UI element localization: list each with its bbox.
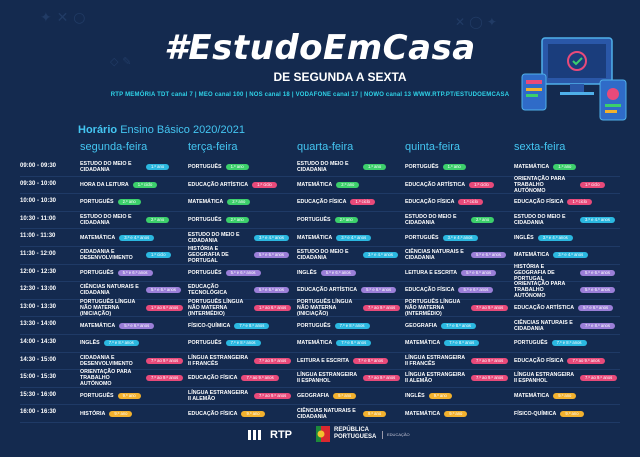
grade-badge: 9.º ano <box>363 411 386 417</box>
subject-label: INGLÊS <box>297 269 317 276</box>
schedule-cell <box>80 160 169 175</box>
subject-label: CIÊNCIAS NATURAIS E CIDADANIA <box>80 284 139 297</box>
grade-badge: 7.º e 8.º anos <box>336 340 371 346</box>
grade-badge: 7.º e 8.º anos <box>580 323 615 329</box>
day-header: quarta-feira <box>297 141 354 153</box>
schedule-cell <box>514 336 587 351</box>
subject-label: EDUCAÇÃO ARTÍSTICA <box>188 181 249 188</box>
schedule-cell <box>514 195 592 210</box>
schedule-cell <box>297 195 375 210</box>
schedule-cell <box>80 178 157 193</box>
schedule-cell <box>297 354 388 369</box>
time-slot: 15:00 - 15:30 <box>20 374 57 381</box>
grade-badge: 7.º ao 9.º anos <box>567 358 604 364</box>
time-slot: 12:30 - 13:00 <box>20 286 57 293</box>
schedule-cell <box>297 318 370 333</box>
schedule-cell <box>405 230 478 245</box>
subtitle: DE SEGUNDA A SEXTA <box>273 70 407 84</box>
subject-label: ESTUDO DO MEIO E CIDADANIA <box>297 161 349 174</box>
schedule-cell <box>405 178 494 193</box>
schedule-cell <box>188 160 249 175</box>
schedule-cell <box>80 195 141 210</box>
schedule-cell <box>405 371 508 386</box>
schedule-cell <box>188 213 249 228</box>
grade-badge: 1.º ciclo <box>458 199 483 205</box>
schedule-cell <box>297 213 358 228</box>
grade-badge: 7.º ao 9.º anos <box>580 375 617 381</box>
schedule-cell <box>80 371 183 386</box>
time-slot: 16:00 - 16:30 <box>20 409 57 416</box>
grade-badge: 5.º e 6.º anos <box>458 287 493 293</box>
grade-badge: 2.º ano <box>226 217 249 223</box>
republica-logo <box>316 426 376 442</box>
schedule-cell <box>80 266 153 281</box>
subject-label: PORTUGUÊS <box>297 322 331 329</box>
grade-badge: 5.º e 6.º anos <box>321 270 356 276</box>
schedule-cell <box>514 160 576 175</box>
subject-label: CIÊNCIAS NATURAIS E CIDADANIA <box>297 407 356 420</box>
subject-label: GEOGRAFIA <box>297 393 330 400</box>
subject-label: CIDADANIA E DESENVOLVIMENTO <box>80 249 133 262</box>
subject-label: MATEMÁTICA <box>514 164 550 171</box>
schedule-cell <box>297 283 396 298</box>
schedule-cell <box>405 195 483 210</box>
grade-badge: 1.º ano <box>146 164 169 170</box>
grade-badge: 7.º e 8.º anos <box>353 358 388 364</box>
schedule-heading <box>78 124 245 136</box>
educacao-label: EDUCAÇÃO <box>382 431 410 439</box>
subject-label: EDUCAÇÃO ARTÍSTICA <box>514 305 575 312</box>
subject-label: MATEMÁTICA <box>297 234 333 241</box>
grade-badge: 2.º ano <box>335 217 358 223</box>
subject-label: FÍSICO-QUÍMICA <box>514 410 557 417</box>
time-slot: 09:00 - 09:30 <box>20 163 57 169</box>
day-header: quinta-feira <box>405 141 461 153</box>
grade-badge: 7.º e 8.º anos <box>444 340 479 346</box>
grade-badge: 9.º ano <box>241 411 264 417</box>
subject-label: HISTÓRIA E GEOGRAFIA DE PORTUGAL <box>514 263 555 282</box>
subject-label: HISTÓRIA <box>80 410 106 417</box>
schedule-cell <box>297 406 386 421</box>
day-header: terça-feira <box>188 141 238 153</box>
schedule-cell <box>188 283 289 298</box>
republica-line2: PORTUGUESA <box>334 434 377 440</box>
time-slot: 13:00 - 13:30 <box>20 303 57 310</box>
schedule-cell <box>514 406 584 421</box>
grade-badge: 5.º e 6.º anos <box>578 305 613 311</box>
rtp-logo <box>248 428 292 442</box>
time-slot: 15:30 - 16:00 <box>20 391 57 398</box>
schedule-cell <box>405 318 476 333</box>
time-slot: 12:00 - 12:30 <box>20 268 57 275</box>
schedule-cell <box>297 266 356 281</box>
schedule-cell <box>297 248 398 263</box>
time-slot: 11:30 - 12:00 <box>20 251 56 257</box>
subject-label: EDUCAÇÃO FÍSICA <box>405 199 455 206</box>
grade-badge: 5.º e 6.º anos <box>146 287 181 293</box>
subject-label: EDUCAÇÃO ARTÍSTICA <box>405 181 466 188</box>
grade-badge: 5.º e 6.º anos <box>361 287 396 293</box>
grade-badge: 5.º e 6.º anos <box>580 287 615 293</box>
schedule-cell <box>80 406 132 421</box>
schedule-cell <box>297 371 400 386</box>
time-slot: 10:00 - 10:30 <box>20 198 57 205</box>
rtp-logo-text: RTP <box>270 429 292 441</box>
schedule-cell <box>297 389 356 404</box>
subject-label: EDUCAÇÃO FÍSICA <box>188 410 238 417</box>
schedule-cell <box>297 301 400 316</box>
subject-label: PORTUGUÊS LÍNGUA NÃO MATERNA (INICIAÇÃO) <box>80 299 136 318</box>
subject-label: HORA DA LEITURA <box>80 181 129 188</box>
grade-badge: 3.º e 4.º anos <box>580 217 615 223</box>
schedule-cell <box>188 178 277 193</box>
grade-badge: 2.º ano <box>471 217 494 223</box>
subject-label: MATEMÁTICA <box>297 340 333 347</box>
row-divider <box>20 334 620 335</box>
grade-badge: 5.º e 6.º anos <box>118 270 153 276</box>
schedule-cell <box>297 178 359 193</box>
subject-label: PORTUGUÊS <box>405 164 439 171</box>
grade-badge: 9.º ano <box>333 393 356 399</box>
grade-badge: 5.º e 6.º anos <box>471 252 506 258</box>
subject-label: CIDADANIA E DESENVOLVIMENTO <box>80 354 133 367</box>
subject-label: MATEMÁTICA <box>80 234 116 241</box>
schedule-cell <box>405 354 508 369</box>
republica-emblem-icon <box>316 426 330 442</box>
schedule-cell <box>80 230 154 245</box>
schedule-cell <box>514 248 588 263</box>
subject-label: ESTUDO DO MEIO E CIDADANIA <box>297 249 349 262</box>
grade-badge: 2.º ano <box>146 217 169 223</box>
time-slot: 10:30 - 11:00 <box>20 215 56 222</box>
schedule-cell <box>80 283 181 298</box>
subject-label: LÍNGUA ESTRANGEIRA II ESPANHOL <box>514 372 574 385</box>
time-slot: 14:30 - 15:00 <box>20 356 57 363</box>
grade-badge: 9.º ano <box>109 411 132 417</box>
subject-label: MATEMÁTICA <box>80 322 116 329</box>
grade-badge: 1.º ano <box>443 164 466 170</box>
schedule-cell <box>80 389 141 404</box>
grade-badge: 7.º ao 9.º anos <box>146 358 183 364</box>
grade-badge: 3.º e 4.º anos <box>336 235 371 241</box>
grade-badge: 7.º e 8.º anos <box>226 340 261 346</box>
subject-label: ESTUDO DO MEIO E CIDADANIA <box>405 214 457 227</box>
schedule-cell <box>80 354 183 369</box>
row-divider <box>20 246 620 247</box>
subject-label: PORTUGUÊS LÍNGUA NÃO MATERNA (INTERMÉDIO) <box>405 299 461 318</box>
grade-badge: 5.º e 6.º anos <box>461 270 496 276</box>
schedule-cell <box>514 389 576 404</box>
grade-badge: 3.º e 4.º anos <box>254 235 289 241</box>
subject-label: MATEMÁTICA <box>514 393 550 400</box>
schedule-cell <box>405 406 467 421</box>
subject-label: FÍSICO-QUÍMICA <box>188 322 231 329</box>
subject-label: LÍNGUA ESTRANGEIRA II FRANCÊS <box>188 354 248 367</box>
grade-badge: 7.º e 8.º anos <box>104 340 139 346</box>
schedule-cell <box>188 389 291 404</box>
subject-label: GEOGRAFIA <box>405 322 438 329</box>
grade-badge: 3.º e 4.º anos <box>119 235 154 241</box>
subject-label: PORTUGUÊS LÍNGUA NÃO MATERNA (INTERMÉDIO) <box>188 299 244 318</box>
schedule-cell <box>514 263 615 282</box>
schedule-cell <box>514 318 615 333</box>
grade-badge: 1.º ao 6.º anos <box>146 305 183 311</box>
subject-label: LÍNGUA ESTRANGEIRA II ALEMÃO <box>405 372 465 385</box>
subject-label: LÍNGUA ESTRANGEIRA II ESPANHOL <box>297 372 357 385</box>
grade-badge: 5.º e 6.º anos <box>580 270 615 276</box>
schedule-cell <box>514 301 613 316</box>
schedule-cell <box>405 160 466 175</box>
schedule-cell <box>188 406 265 421</box>
schedule-cell <box>188 336 261 351</box>
schedule-cell <box>80 336 139 351</box>
schedule-cell <box>297 336 371 351</box>
subject-label: INGLÊS <box>405 393 425 400</box>
subject-label: INGLÊS <box>514 234 534 241</box>
schedule-cell <box>80 301 183 316</box>
schedule-cell <box>514 371 617 386</box>
grade-badge: 9.º ano <box>429 393 452 399</box>
schedule-cell <box>514 230 573 245</box>
subject-label: MATEMÁTICA <box>405 410 441 417</box>
grade-badge: 2.º ano <box>336 182 359 188</box>
subject-label: ORIENTAÇÃO PARA TRABALHO AUTÓNOMO <box>80 369 132 388</box>
subject-label: PORTUGUÊS <box>297 217 331 224</box>
subject-label: HISTÓRIA E GEOGRAFIA DE PORTUGAL <box>188 246 229 265</box>
grade-badge: 5.º e 6.º anos <box>226 270 261 276</box>
subject-label: EDUCAÇÃO FÍSICA <box>297 199 347 206</box>
subject-label: ESTUDO DO MEIO E CIDADANIA <box>514 214 566 227</box>
subject-label: PORTUGUÊS <box>80 393 114 400</box>
rtp-mark-icon <box>248 429 266 441</box>
grade-badge: 7.º ao 9.º anos <box>363 375 400 381</box>
grade-badge: 1.º ano <box>363 164 386 170</box>
grade-badge: 1.º ano <box>553 164 576 170</box>
subject-label: LÍNGUA ESTRANGEIRA II ALEMÃO <box>188 390 248 403</box>
schedule-cell <box>188 248 289 263</box>
schedule-cell <box>405 248 506 263</box>
page-title: #EstudoEmCasa <box>164 28 476 68</box>
schedule-cell <box>297 230 371 245</box>
schedule-cell <box>297 160 386 175</box>
grade-badge: 5.º e 6.º anos <box>119 323 154 329</box>
schedule-cell <box>405 213 494 228</box>
subject-label: EDUCAÇÃO FÍSICA <box>514 357 564 364</box>
subject-label: LEITURA E ESCRITA <box>297 357 350 364</box>
grade-badge: 2.º ano <box>118 199 141 205</box>
schedule-cell <box>514 175 605 194</box>
subject-label: EDUCAÇÃO FÍSICA <box>514 199 564 206</box>
grade-badge: 7.º ao 9.º anos <box>254 358 291 364</box>
grade-badge: 9.º ano <box>553 393 576 399</box>
grade-badge: 1.º ano <box>226 164 249 170</box>
channels-info: RTP MEMÓRIA TDT canal 7 | MEO canal 100 | NOS canal 18 | VODAFONE canal 17 | NOWO canal 13 WWW.RTP.PT/ESTUDOEMCASA <box>110 92 510 98</box>
subject-label: ESTUDO DO MEIO E CIDADANIA <box>80 214 132 227</box>
grade-badge: 9.º ano <box>118 393 141 399</box>
schedule-cell <box>188 230 289 245</box>
row-divider <box>20 404 620 405</box>
schedule-cell <box>188 266 261 281</box>
subject-label: MATEMÁTICA <box>405 340 441 347</box>
schedule-cell <box>405 336 479 351</box>
schedule-cell <box>188 195 250 210</box>
schedule-cell <box>188 371 279 386</box>
grade-badge: 2.º ano <box>227 199 250 205</box>
grade-badge: 1.º ciclo <box>580 182 605 188</box>
schedule-cell <box>80 318 154 333</box>
subject-label: PORTUGUÊS <box>405 234 439 241</box>
subject-label: ESTUDO DO MEIO E CIDADANIA <box>188 231 240 244</box>
row-divider <box>20 352 620 353</box>
grade-badge: 7.º e 8.º anos <box>552 340 587 346</box>
grade-badge: 9.º ano <box>444 411 467 417</box>
subject-label: CIÊNCIAS NATURAIS E CIDADANIA <box>405 249 464 262</box>
schedule-cell <box>188 354 291 369</box>
subject-label: PORTUGUÊS <box>188 269 222 276</box>
time-slot: 14:00 - 14:30 <box>20 339 57 345</box>
grade-badge: 3.º e 4.º anos <box>443 235 478 241</box>
grade-badge: 7.º e 8.º anos <box>441 323 476 329</box>
subject-label: PORTUGUÊS <box>80 199 114 206</box>
schedule-cell <box>80 213 169 228</box>
grade-badge: 1.º ciclo <box>567 199 592 205</box>
grade-badge: 3.º e 4.º anos <box>538 235 573 241</box>
grade-badge: 7.º ao 9.º anos <box>146 375 183 381</box>
time-slot: 13:30 - 14:00 <box>20 321 57 328</box>
grade-badge: 7.º e 8.º anos <box>234 323 269 329</box>
subject-label: EDUCAÇÃO FÍSICA <box>405 287 455 294</box>
schedule-label: Horário <box>78 124 118 136</box>
schedule-cell <box>80 248 171 263</box>
grade-badge: 1.º ciclo <box>252 182 277 188</box>
subject-label: MATEMÁTICA <box>514 252 550 259</box>
subject-label: PORTUGUÊS LÍNGUA NÃO MATERNA (INICIAÇÃO) <box>297 299 353 318</box>
row-divider <box>20 228 620 229</box>
day-header: segunda-feira <box>80 141 148 153</box>
schedule-cell <box>405 283 493 298</box>
grade-badge: 9.º ano <box>560 411 583 417</box>
schedule-cell <box>188 318 269 333</box>
subject-label: INGLÊS <box>80 340 100 347</box>
grade-badge: 1.º ao 6.º anos <box>254 305 291 311</box>
schedule-cell <box>405 266 496 281</box>
grade-badge: 7.º e 8.º anos <box>335 323 370 329</box>
grade-badge: 1.º ciclo <box>146 252 171 258</box>
decorative-background: ✦ ✕ ○ <box>40 10 86 26</box>
grade-badge: 3.º e 4.º anos <box>363 252 398 258</box>
subject-label: PORTUGUÊS <box>188 164 222 171</box>
schedule-cell <box>514 213 615 228</box>
grade-badge: 1.º ciclo <box>133 182 158 188</box>
subject-label: PORTUGUÊS <box>188 340 222 347</box>
grade-badge: 5.º e 6.º anos <box>254 287 289 293</box>
grade-badge: 7.º ao 9.º anos <box>241 375 278 381</box>
schedule-cell <box>514 283 615 298</box>
grade-badge: 7.º ao 9.º anos <box>471 375 508 381</box>
grade-badge: 1.º ciclo <box>469 182 494 188</box>
subject-label: PORTUGUÊS <box>514 340 548 347</box>
republica-line1: REPÚBLICA <box>334 427 370 433</box>
time-slot: 09:30 - 10:00 <box>20 180 57 187</box>
subject-label: PORTUGUÊS <box>80 269 114 276</box>
grade-badge: 1.º ciclo <box>350 199 375 205</box>
subject-label: MATEMÁTICA <box>297 181 333 188</box>
grade-badge: 7.º ao 9.º anos <box>471 358 508 364</box>
grade-badge: 7.º ao 9.º anos <box>363 305 400 311</box>
grade-badge: 3.º e 4.º anos <box>553 252 588 258</box>
subject-label: ORIENTAÇÃO PARA TRABALHO AUTÓNOMO <box>514 175 566 194</box>
grade-badge: 7.º ao 9.º anos <box>254 393 291 399</box>
row-divider <box>20 422 620 423</box>
subject-label: EDUCAÇÃO ARTÍSTICA <box>297 287 358 294</box>
time-slot: 11:00 - 11:30 <box>20 233 56 240</box>
subject-label: ORIENTAÇÃO PARA TRABALHO AUTÓNOMO <box>514 281 566 300</box>
subject-label: LÍNGUA ESTRANGEIRA II FRANCÊS <box>405 354 465 367</box>
subject-label: MATEMÁTICA <box>188 199 224 206</box>
schedule-cell <box>188 301 291 316</box>
subject-label: PORTUGUÊS <box>188 217 222 224</box>
subject-label: LEITURA E ESCRITA <box>405 269 458 276</box>
grade-badge: 7.º ao 9.º anos <box>471 305 508 311</box>
decorative-background: ✕ ◯ ✦ <box>455 15 497 29</box>
schedule-cell <box>405 389 452 404</box>
decorative-background: ◇ ✎ <box>110 55 132 68</box>
schedule-level: Ensino Básico 2020/2021 <box>120 124 245 136</box>
row-divider <box>20 211 620 212</box>
grade-badge: 5.º e 6.º anos <box>254 252 289 258</box>
subject-label: ESTUDO DO MEIO E CIDADANIA <box>80 161 132 174</box>
day-header: sexta-feira <box>514 141 566 153</box>
schedule-cell <box>514 354 605 369</box>
subject-label: EDUCAÇÃO TECNOLÓGICA <box>188 284 228 297</box>
subject-label: CIÊNCIAS NATURAIS E CIDADANIA <box>514 319 573 332</box>
subject-label: EDUCAÇÃO FÍSICA <box>188 375 238 382</box>
schedule-cell <box>405 301 508 316</box>
